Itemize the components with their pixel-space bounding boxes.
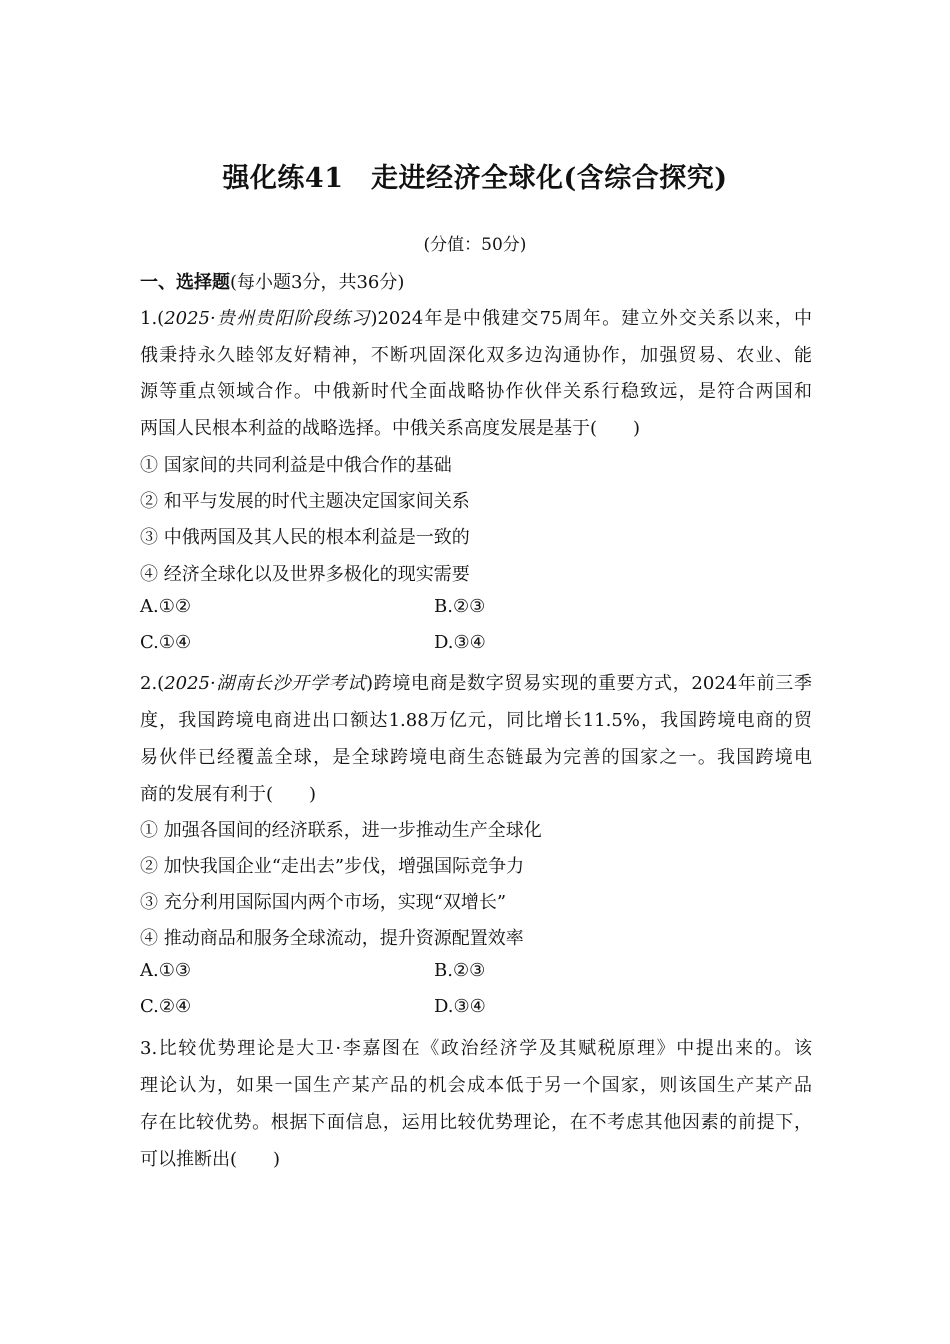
q1-option-d: D.③④	[434, 632, 486, 653]
q1-option-c: C.①④	[140, 632, 192, 653]
score-note: (分值：50分)	[423, 235, 527, 255]
q2-item-3: ③ 充分利用国际国内两个市场，实现“双增长”	[140, 892, 507, 913]
q2-option-a: A.①③	[140, 960, 191, 981]
q2-item-2: ② 加快我国企业“走出去”步伐，增强国际竞争力	[140, 856, 525, 877]
q3-stem-line-3: 存在比较优势。根据下面信息，运用比较优势理论，在不考虑其他因素的前提下，	[140, 1112, 812, 1133]
q2-option-b: B.②③	[434, 960, 486, 981]
q2-item-4: ④ 推动商品和服务全球流动，提升资源配置效率	[140, 928, 524, 949]
section-note: (每小题3分，共36分)	[230, 272, 405, 293]
page-title: 强化练41 走进经济全球化(含综合探究)	[222, 163, 728, 194]
q3-stem-line-4: 可以推断出( )	[140, 1149, 281, 1170]
q1-item-3: ③ 中俄两国及其人民的根本利益是一致的	[140, 527, 470, 548]
q1-source: 2025·贵州贵阳阶段练习	[164, 308, 371, 329]
q1-option-b: B.②③	[434, 596, 486, 617]
q2-option-d: D.③④	[434, 996, 486, 1017]
q3-stem-line-2: 理论认为，如果一国生产某产品的机会成本低于另一个国家，则该国生产某产品	[140, 1075, 812, 1096]
q2-source: 2025·湖南长沙开学考试	[164, 673, 366, 694]
q1-stem-line-3: 源等重点领域合作。中俄新时代全面战略协作伙伴关系行稳致远，是符合两国和	[140, 381, 812, 402]
q1-item-4: ④ 经济全球化以及世界多极化的现实需要	[140, 564, 470, 585]
q1-stem-line-1: 1.(2025·贵州贵阳阶段练习)2024年是中俄建交75周年。建立外交关系以来，中	[140, 308, 813, 329]
q2-stem-line-4: 商的发展有利于( )	[140, 784, 317, 805]
q1-stem-line-2: 俄秉持永久睦邻友好精神，不断巩固深化双多边沟通协作，加强贸易、农业、能	[140, 345, 812, 366]
q2-stem-line-3: 易伙伴已经覆盖全球，是全球跨境电商生态链最为完善的国家之一。我国跨境电	[140, 747, 812, 768]
q2-stem-line-2: 度，我国跨境电商进出口额达1.88万亿元，同比增长11.5%，我国跨境电商的贸	[140, 710, 812, 731]
q2-stem-line-1: 2.(2025·湖南长沙开学考试)跨境电商是数字贸易实现的重要方式，2024年前三季	[140, 673, 812, 694]
q3-stem-line-1: 3.比较优势理论是大卫·李嘉图在《政治经济学及其赋税原理》中提出来的。该	[140, 1038, 812, 1059]
q2-item-1: ① 加强各国间的经济联系，进一步推动生产全球化	[140, 820, 542, 841]
q1-item-2: ② 和平与发展的时代主题决定国家间关系	[140, 491, 470, 512]
section-heading	[140, 268, 404, 294]
q2-option-c: C.②④	[140, 996, 192, 1017]
q1-item-1: ① 国家间的共同利益是中俄合作的基础	[140, 455, 452, 476]
q1-option-a: A.①②	[140, 596, 191, 617]
section-title: 一、选择题	[140, 272, 230, 293]
q1-stem-line-4: 两国人民根本利益的战略选择。中俄关系高度发展是基于( )	[140, 418, 641, 439]
